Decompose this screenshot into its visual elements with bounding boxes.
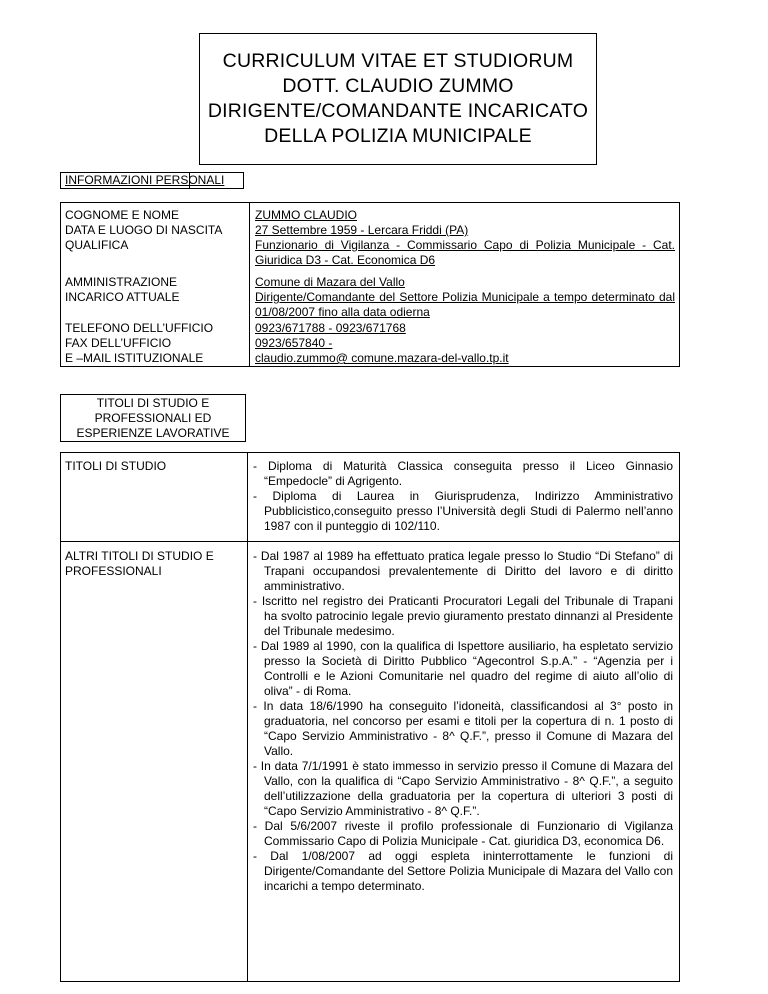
list-item: - Iscritto nel registro dei Praticanti Procuratori Legali del Tribunale di Trapani ha svolto patrocinio legale previo giuramento prestato dinnanzi al Presidente del Tribunale medesimo.	[253, 594, 673, 638]
table-divider	[249, 203, 250, 366]
personal-info-heading-extension	[190, 172, 244, 189]
label-telefono: TELEFONO DELL’UFFICIO	[65, 321, 214, 335]
titoli-heading-line-2: PROFESSIONALI ED	[94, 411, 212, 425]
label-name: COGNOME E NOME	[65, 208, 180, 222]
label-incarico: INCARICO ATTUALE	[65, 290, 180, 304]
label-titoli-studio: TITOLI DI STUDIO	[65, 459, 167, 473]
list-item: - In data 7/1/1991 è stato immesso in servizio presso il Comune di Mazara del Vallo, con la qualifica di “Capo Servizio Amministrativo - 8^ Q.F.”, a seguito dell’utilizzazione della graduatoria per la copertura di ulteriori 3 posti di “Capo Servizio Amministrativo - 8^ Q.F.”.	[253, 759, 673, 818]
value-email[interactable]: claudio.zummo@ comune.mazara-del-vallo.tp.it	[255, 351, 509, 365]
personal-info-table	[60, 202, 680, 367]
label-altri-titoli-line-2: PROFESSIONALI	[65, 564, 162, 578]
list-item: - Dal 1989 al 1990, con la qualifica di Ispettore ausiliario, ha espletato servizio presso la Società di Diritto Pubblico “Agecontrol S.p.A.” - “Agenzia per i Controlli e le Azioni Comunitarie nel quadro del regime di aiuto all’olio di oliva” - di Roma.	[253, 639, 673, 698]
label-fax: FAX DELL’UFFICIO	[65, 336, 172, 350]
titoli-heading	[60, 394, 246, 442]
value-name: ZUMMO CLAUDIO	[255, 208, 357, 222]
label-email: E –MAIL ISTITUZIONALE	[65, 351, 204, 365]
titoli-studio-list	[253, 459, 673, 534]
value-birth: 27 Settembre 1959 - Lercara Friddi (PA)	[255, 223, 469, 237]
list-item: - Dal 1/08/2007 ad oggi espleta ininterrottamente le funzioni di Dirigente/Comandante del Settore Polizia Municipale di Mazara del Vallo con incarichi a tempo determinato.	[253, 849, 673, 893]
titoli-table	[60, 452, 680, 982]
list-item: - Diploma di Maturità Classica conseguita presso il Liceo Ginnasio “Empedocle” di Agrigento.	[253, 459, 673, 488]
list-item: - In data 18/6/1990 ha conseguito l’idoneità, classificandosi al 3° posto in graduatoria, nel concorso per esami e titoli per la copertura di n. 1 posto di “Capo Servizio Amministrativo - 8^ Q.F.”, presso il Comune di Mazara del Vallo.	[253, 699, 673, 758]
titoli-heading-line-3: ESPERIENZE LAVORATIVE	[76, 426, 230, 440]
value-fax: 0923/657840 -	[255, 336, 333, 350]
table-row-divider	[61, 541, 679, 542]
title-line-1: CURRICULUM VITAE ET STUDIORUM	[222, 50, 574, 72]
value-amministrazione: Comune di Mazara del Vallo	[255, 275, 405, 289]
titoli-heading-line-1: TITOLI DI STUDIO E	[96, 396, 210, 410]
list-item: - Dal 1987 al 1989 ha effettuato pratica legale presso lo Studio “Di Stefano” di Trapani occupandosi prevalentemente di Diritto del lavoro e di diritto amministrativo.	[253, 549, 673, 593]
label-altri-titoli-line-1: ALTRI TITOLI DI STUDIO E	[65, 549, 214, 563]
value-incarico: Dirigente/Comandante del Settore Polizia Municipale a tempo determinato dal 01/08/2007 fino alla data odierna	[255, 290, 675, 319]
title-line-3: DIRIGENTE/COMANDANTE INCARICATO	[207, 100, 589, 122]
title-box	[199, 33, 597, 165]
value-qualifica: Funzionario di Vigilanza - Commissario Capo di Polizia Municipale - Cat. Giuridica D3 - Cat. Economica D6	[255, 238, 675, 267]
label-birth: DATA E LUOGO DI NASCITA	[65, 223, 223, 237]
altri-titoli-list	[253, 549, 673, 894]
personal-info-heading: INFORMAZIONI PERSONALI	[60, 172, 190, 189]
list-item: - Diploma di Laurea in Giurisprudenza, Indirizzo Amministrativo Pubblicistico,conseguito presso l’Università degli Studi di Palermo nell’anno 1987 con il punteggio di 102/110.	[253, 489, 673, 533]
title-line-2: DOTT. CLAUDIO ZUMMO	[282, 75, 514, 97]
title-line-4: DELLA POLIZIA MUNICIPALE	[264, 125, 532, 147]
value-telefono: 0923/671788 - 0923/671768	[255, 321, 406, 335]
label-qualifica: QUALIFICA	[65, 238, 129, 252]
list-item: - Dal 5/6/2007 riveste il profilo professionale di Funzionario di Vigilanza Commissario Capo di Polizia Municipale - Cat. giuridica D3, economica D6.	[253, 819, 673, 848]
label-altri-titoli	[65, 549, 214, 579]
label-amministrazione: AMMINISTRAZIONE	[65, 275, 178, 289]
table-divider	[247, 453, 248, 981]
